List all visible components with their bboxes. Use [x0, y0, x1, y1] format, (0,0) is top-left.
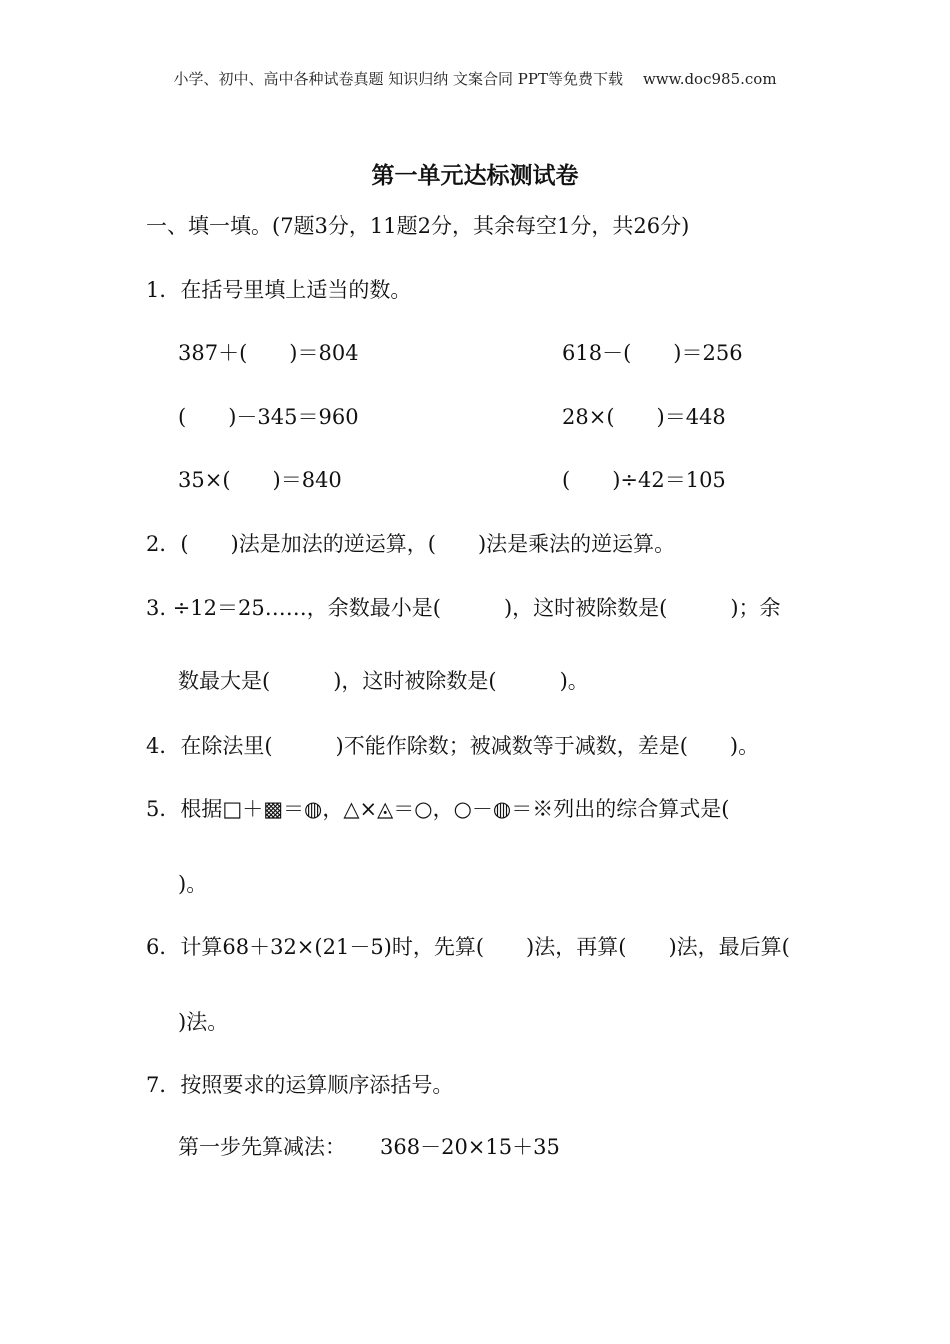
question-1-item: 35×( )＝840: [178, 468, 342, 492]
question-7-prompt: 7．按照要求的运算顺序添括号。: [146, 1073, 454, 1097]
question-1-prompt: 1．在括号里填上适当的数。: [146, 278, 412, 302]
question-7-expression: 368－20×15＋35: [380, 1135, 560, 1159]
page-header: [0, 68, 950, 90]
question-6-line-1: 6．计算68＋32×(21－5)时，先算( )法，再算( )法，最后算(: [146, 935, 790, 959]
question-1-item: 28×( )＝448: [562, 405, 726, 429]
question-2: 2．( )法是加法的逆运算，( )法是乘法的逆运算。: [146, 532, 676, 556]
question-1-item: 618－( )＝256: [562, 341, 743, 365]
header-url: www.doc985.com: [642, 70, 777, 88]
question-3-line-1: 3. ÷12＝25……，余数最小是( )，这时被除数是( )；余: [146, 596, 781, 620]
question-1-item: ( )÷42＝105: [562, 468, 726, 492]
question-1-item: 387＋( )＝804: [178, 341, 359, 365]
page-title: 第一单元达标测试卷: [371, 162, 579, 189]
section-heading: 一、填一填。(7题3分，11题2分，其余每空1分，共26分): [146, 214, 690, 238]
question-3-line-2: 数最大是( )，这时被除数是( )。: [178, 669, 589, 693]
question-4: 4．在除法里( )不能作除数；被减数等于减数，差是( )。: [146, 734, 760, 758]
header-text: 小学、初中、高中各种试卷真题 知识归纳 文案合同 PPT等免费下载: [173, 70, 623, 88]
question-7-step-label: 第一步先算减法：: [178, 1135, 346, 1159]
question-6-line-2: )法。: [178, 1010, 229, 1034]
question-5-line-1: 5．根据□＋▩＝◍，△×◬＝○，○－◍＝※列出的综合算式是(: [146, 797, 730, 821]
question-5-line-2: )。: [178, 872, 208, 896]
question-1-item: ( )－345＝960: [178, 405, 359, 429]
question-7-step: [178, 1133, 560, 1161]
